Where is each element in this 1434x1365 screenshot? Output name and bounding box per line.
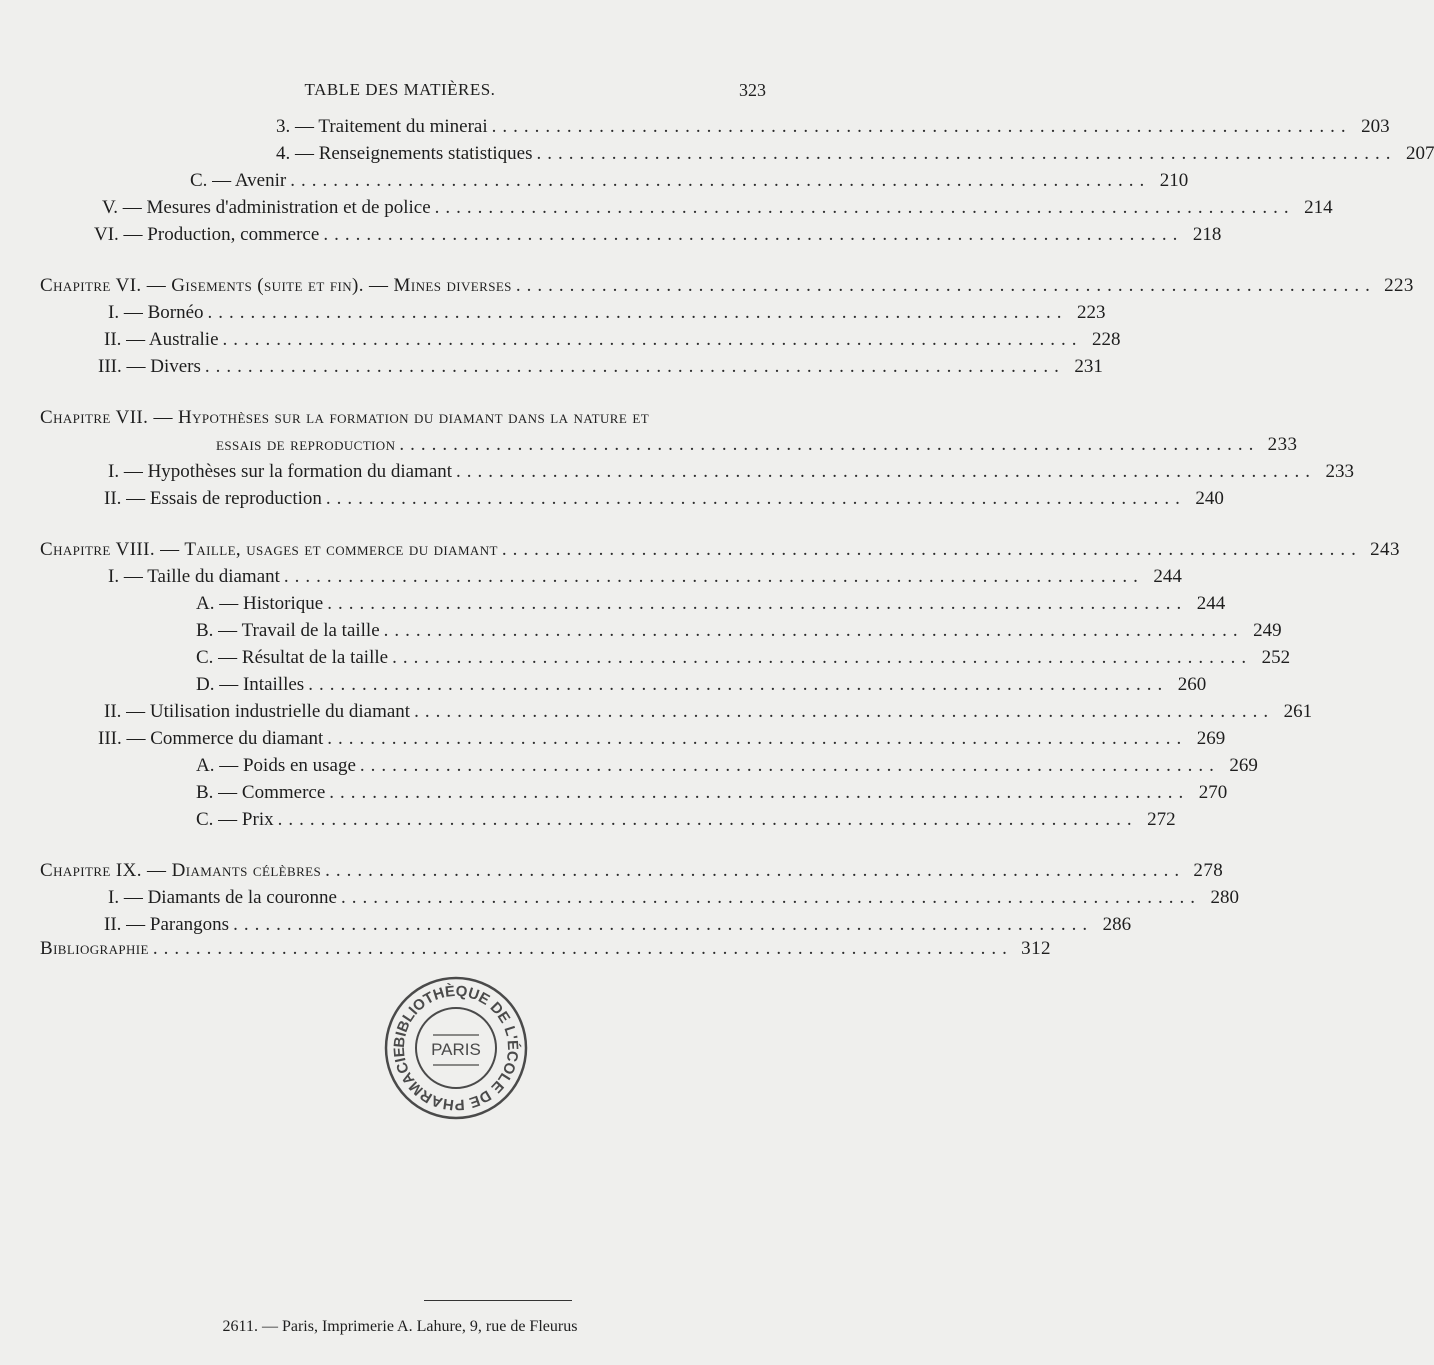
toc-entry [196,645,1291,671]
toc-entry-text: II. — Utilisation industrielle du diamant [104,701,411,722]
toc-entry-text: I. — Bornéo [108,302,204,323]
toc-entry [98,354,1103,380]
toc-entry [104,699,1313,725]
toc-entry-text: D. — Intailles [196,674,305,695]
toc-entry-page: 286 [1102,914,1132,935]
toc-entry [196,618,1282,644]
dot-leader: ................................................................................ [204,356,1065,377]
toc-entry [104,327,1121,353]
toc-entry-text: V. — Mesures d'administration et de police [102,197,431,218]
dot-leader: ................................................................................ [340,887,1201,908]
page-title: TABLE DES MATIÈRES. [304,80,496,99]
dot-leader: ................................................................................ [325,488,1186,509]
toc-entry-page: 260 [1177,674,1207,695]
page-header [0,80,800,108]
toc-entry-page: 214 [1304,197,1333,218]
dot-leader: ................................................................................ [325,860,1186,881]
toc-entry-page: 244 [1153,566,1182,587]
printer-imprint: 2611. — Paris, Imprimerie A. Lahure, 9, rue de Fleurus [222,1318,578,1335]
toc-entry-text: Chapitre IX. — Diamants célèbres [40,860,322,881]
toc-entry-text: C. — Résultat de la taille [196,647,389,668]
dot-leader: ................................................................................ [290,170,1151,191]
toc-entry-page: 261 [1283,701,1313,722]
toc-entry [196,780,1228,806]
toc-entry [276,141,1434,167]
toc-entry-page: 233 [1325,461,1355,482]
toc-entry-text: A. — Historique [196,593,324,614]
toc-entry-page: 278 [1193,860,1224,881]
toc-entry-page: 207 [1405,143,1434,164]
toc-entry-text: I. — Taille du diamant [108,566,280,587]
toc-entry [196,591,1226,617]
toc-entry [276,114,1390,140]
toc-entry [98,726,1226,752]
dot-leader: ................................................................................ [515,275,1376,296]
toc-entry [102,195,1333,221]
toc-entry-page: 252 [1261,647,1291,668]
toc-entry-text: I. — Hypothèses sur la formation du diamant [108,461,453,482]
toc-entry-page: 243 [1370,539,1400,560]
toc-entry-page: 272 [1147,809,1176,830]
toc-entry-text: Chapitre VII. — Hypothèses sur la formation du diamant dans la nature et [40,407,650,428]
dot-leader: ................................................................................ [308,674,1169,695]
toc-entry-page: 244 [1196,593,1226,614]
toc-chapter-heading [40,405,766,431]
toc-entry-text: I. — Diamants de la couronne [108,887,337,908]
dot-leader: ................................................................................ [327,593,1188,614]
toc-entry [216,432,1298,458]
toc-entry [196,753,1258,779]
stamp-center-text: PARIS [431,1040,481,1059]
dot-leader: ................................................................................ [501,539,1362,560]
toc-entry-text: VI. — Production, commerce [94,224,320,245]
toc-entry-text: II. — Australie [104,329,219,350]
toc-chapter-heading [40,537,1400,563]
toc-entry [108,459,1355,485]
toc-entry-page: 240 [1195,488,1224,509]
toc-entry-page: 269 [1229,755,1258,776]
toc-entry-text: III. — Divers [98,356,201,377]
toc-entry [104,486,1224,512]
toc-entry-text: C. — Avenir [190,170,287,191]
toc-entry-text: 3. — Traitement du minerai [276,116,488,137]
toc-entry [40,936,1051,962]
dot-leader: ................................................................................ [536,143,1397,164]
toc-entry-text: Chapitre VI. — Gisements (suite et fin). — Mines diverses [40,275,512,296]
toc-entry-text: II. — Essais de reproduction [104,488,322,509]
toc-entry-text: III. — Commerce du diamant [98,728,324,749]
toc-entry-text: II. — Parangons [104,914,230,935]
toc-entry-page: 223 [1077,302,1106,323]
toc-entry [104,912,1132,938]
dot-leader: ................................................................................ [233,914,1094,935]
toc-entry [108,885,1239,911]
toc-entry-page: 233 [1267,434,1298,455]
toc-entry-page: 218 [1192,224,1222,245]
dot-leader: ................................................................................ [323,224,1184,245]
dot-leader: ................................................................................ [414,701,1275,722]
toc-entry-text: C. — Prix [196,809,274,830]
dot-leader: ................................................................................ [392,647,1253,668]
stamp-ring-text: BIBLIOTHÈQUE DE L'ÉCOLE DE PHARMACIE [390,982,522,1114]
toc-entry [190,168,1189,194]
dot-leader: ................................................................................ [283,566,1144,587]
toc-entry [108,300,1106,326]
footer-rule [424,1300,572,1301]
library-stamp [383,975,529,1121]
toc-entry [196,672,1207,698]
toc-entry-page: 210 [1159,170,1189,191]
toc-entry [94,222,1222,248]
toc-entry-text: B. — Travail de la taille [196,620,380,641]
toc-entry-page: 312 [1021,938,1051,959]
dot-leader: ................................................................................ [383,620,1244,641]
toc-entry-page: 269 [1196,728,1226,749]
toc-entry-page: 228 [1092,329,1121,350]
toc-entry-text: Bibliographie [40,938,149,959]
toc-entry-text: 4. — Renseignements statistiques [276,143,533,164]
toc-entry-text: essais de reproduction [216,434,396,455]
dot-leader: ................................................................................ [222,329,1083,350]
toc-chapter-heading [40,858,1224,884]
dot-leader: ................................................................................ [207,302,1068,323]
dot-leader: ................................................................................ [434,197,1295,218]
dot-leader: ................................................................................ [152,938,1013,959]
dot-leader: ................................................................................ [399,434,1260,455]
dot-leader: ................................................................................ [277,809,1138,830]
toc-entry-page: 231 [1074,356,1103,377]
dot-leader: ................................................................................ [327,728,1188,749]
toc-entry-text: B. — Commerce [196,782,326,803]
toc-entry-page: 249 [1253,620,1282,641]
page-number: 323 [739,80,766,100]
dot-leader: ................................................................................ [491,116,1352,137]
dot-leader: ................................................................................ [329,782,1190,803]
toc-entry-text: A. — Poids en usage [196,755,356,776]
toc-entry-page: 203 [1361,116,1390,137]
toc-entry [108,564,1182,590]
toc-entry [196,807,1176,833]
dot-leader: ................................................................................ [456,461,1317,482]
toc-entry-page: 270 [1198,782,1228,803]
toc-entry-text: Chapitre VIII. — Taille, usages et commerce du diamant [40,539,498,560]
toc-entry-page: 223 [1384,275,1414,296]
toc-chapter-heading [40,273,1414,299]
dot-leader: ................................................................................ [359,755,1220,776]
toc-entry-page: 280 [1210,887,1239,908]
